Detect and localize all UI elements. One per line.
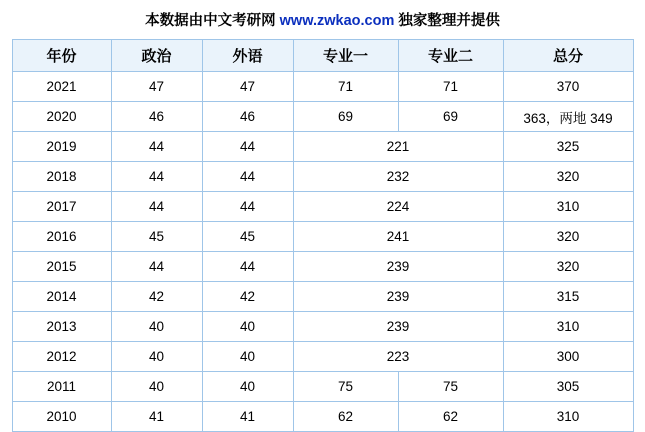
cell-foreign: 42 xyxy=(202,282,293,312)
cell-foreign: 40 xyxy=(202,342,293,372)
column-header-year: 年份 xyxy=(12,40,111,72)
cell-major-one: 71 xyxy=(293,72,398,102)
cell-year: 2018 xyxy=(12,162,111,192)
cell-politics: 44 xyxy=(111,162,202,192)
table-row xyxy=(12,342,633,372)
cell-year: 2019 xyxy=(12,132,111,162)
cell-majors-combined: 239 xyxy=(293,282,503,312)
page-title-prefix: 本数据由中文考研网 xyxy=(145,13,280,29)
cell-total: 310 xyxy=(503,192,633,222)
table-row xyxy=(12,402,633,432)
cell-politics: 40 xyxy=(111,342,202,372)
table-row xyxy=(12,372,633,402)
cell-politics: 44 xyxy=(111,252,202,282)
cell-major-two: 71 xyxy=(398,72,503,102)
cell-total: 363，两地 349 xyxy=(503,102,633,132)
cell-majors-combined: 239 xyxy=(293,252,503,282)
cell-major-two: 69 xyxy=(398,102,503,132)
cell-majors-combined: 232 xyxy=(293,162,503,192)
cell-foreign: 45 xyxy=(202,222,293,252)
cell-politics: 42 xyxy=(111,282,202,312)
table-row xyxy=(12,162,633,192)
cell-foreign: 44 xyxy=(202,132,293,162)
cell-major-one: 75 xyxy=(293,372,398,402)
cell-politics: 40 xyxy=(111,372,202,402)
cell-foreign: 44 xyxy=(202,162,293,192)
table-row xyxy=(12,252,633,282)
cell-major-one: 62 xyxy=(293,402,398,432)
cell-total: 300 xyxy=(503,342,633,372)
cell-majors-combined: 223 xyxy=(293,342,503,372)
cell-year: 2014 xyxy=(12,282,111,312)
cell-foreign: 44 xyxy=(202,252,293,282)
page-title-suffix: 独家整理并提供 xyxy=(394,13,500,29)
cell-total: 320 xyxy=(503,162,633,192)
table-row xyxy=(12,192,633,222)
column-header-foreign-language: 外语 xyxy=(202,40,293,72)
column-header-major-one: 专业一 xyxy=(293,40,398,72)
cell-politics: 44 xyxy=(111,192,202,222)
cell-year: 2011 xyxy=(12,372,111,402)
cell-foreign: 47 xyxy=(202,72,293,102)
cell-year: 2010 xyxy=(12,402,111,432)
cell-majors-combined: 241 xyxy=(293,222,503,252)
cell-total: 325 xyxy=(503,132,633,162)
cell-total: 315 xyxy=(503,282,633,312)
cell-total: 305 xyxy=(503,372,633,402)
cell-year: 2013 xyxy=(12,312,111,342)
cell-year: 2015 xyxy=(12,252,111,282)
column-header-total: 总分 xyxy=(503,40,633,72)
cell-foreign: 41 xyxy=(202,402,293,432)
cell-year: 2016 xyxy=(12,222,111,252)
cell-major-two: 62 xyxy=(398,402,503,432)
cell-foreign: 46 xyxy=(202,102,293,132)
cell-foreign: 40 xyxy=(202,312,293,342)
cell-politics: 46 xyxy=(111,102,202,132)
table-row xyxy=(12,102,633,132)
cell-majors-combined: 224 xyxy=(293,192,503,222)
table-row xyxy=(12,282,633,312)
cell-total: 310 xyxy=(503,312,633,342)
cell-politics: 41 xyxy=(111,402,202,432)
table-header-row xyxy=(12,40,633,72)
cell-majors-combined: 239 xyxy=(293,312,503,342)
cell-total: 320 xyxy=(503,222,633,252)
cell-politics: 45 xyxy=(111,222,202,252)
cell-politics: 40 xyxy=(111,312,202,342)
table-row xyxy=(12,72,633,102)
cell-politics: 44 xyxy=(111,132,202,162)
cell-major-one: 69 xyxy=(293,102,398,132)
table-header xyxy=(12,40,633,72)
cell-politics: 47 xyxy=(111,72,202,102)
cell-total: 370 xyxy=(503,72,633,102)
score-table xyxy=(12,39,634,432)
cell-year: 2021 xyxy=(12,72,111,102)
cell-major-two: 75 xyxy=(398,372,503,402)
table-body xyxy=(12,72,633,432)
cell-year: 2020 xyxy=(12,102,111,132)
page-title xyxy=(0,0,645,39)
cell-foreign: 44 xyxy=(202,192,293,222)
cell-year: 2017 xyxy=(12,192,111,222)
column-header-major-two: 专业二 xyxy=(398,40,503,72)
cell-majors-combined: 221 xyxy=(293,132,503,162)
column-header-politics: 政治 xyxy=(111,40,202,72)
cell-foreign: 40 xyxy=(202,372,293,402)
cell-total: 310 xyxy=(503,402,633,432)
page-title-site-link: www.zwkao.com xyxy=(279,13,395,29)
table-row xyxy=(12,312,633,342)
table-row xyxy=(12,132,633,162)
cell-total: 320 xyxy=(503,252,633,282)
cell-year: 2012 xyxy=(12,342,111,372)
table-row xyxy=(12,222,633,252)
